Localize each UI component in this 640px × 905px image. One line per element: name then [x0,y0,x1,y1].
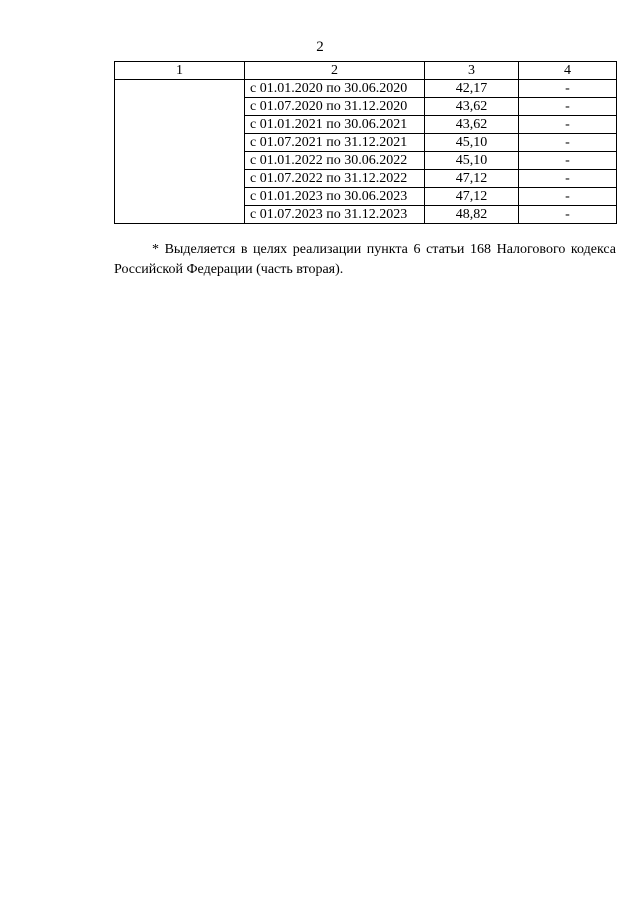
period-cell: с 01.07.2022 по 31.12.2022 [245,170,425,188]
vat-cell: - [519,206,617,224]
period-cell: с 01.01.2023 по 30.06.2023 [245,188,425,206]
vat-cell: - [519,170,617,188]
tariff-table [114,61,617,224]
vat-cell: - [519,98,617,116]
vat-cell: - [519,188,617,206]
vat-cell: - [519,116,617,134]
vat-cell: - [519,80,617,98]
vat-cell: - [519,134,617,152]
merged-empty-cell [115,80,245,224]
price-cell: 47,12 [425,188,519,206]
column-header-2: 2 [245,62,425,80]
period-cell: с 01.07.2023 по 31.12.2023 [245,206,425,224]
price-cell: 48,82 [425,206,519,224]
vat-cell: - [519,152,617,170]
table-header-row [115,62,617,80]
period-cell: с 01.07.2021 по 31.12.2021 [245,134,425,152]
price-cell: 47,12 [425,170,519,188]
table-row [115,80,617,98]
column-header-3: 3 [425,62,519,80]
footnote: * Выделяется в целях реализации пункта 6 статьи 168 Налогового кодекса Российской Федерации (часть вторая). [114,242,616,277]
page-number: 2 [316,39,324,55]
price-cell: 45,10 [425,152,519,170]
column-header-1: 1 [115,62,245,80]
period-cell: с 01.01.2021 по 30.06.2021 [245,116,425,134]
price-cell: 45,10 [425,134,519,152]
period-cell: с 01.07.2020 по 31.12.2020 [245,98,425,116]
price-cell: 43,62 [425,98,519,116]
price-cell: 43,62 [425,116,519,134]
period-cell: с 01.01.2022 по 30.06.2022 [245,152,425,170]
period-cell: с 01.01.2020 по 30.06.2020 [245,80,425,98]
column-header-4: 4 [519,62,617,80]
price-cell: 42,17 [425,80,519,98]
